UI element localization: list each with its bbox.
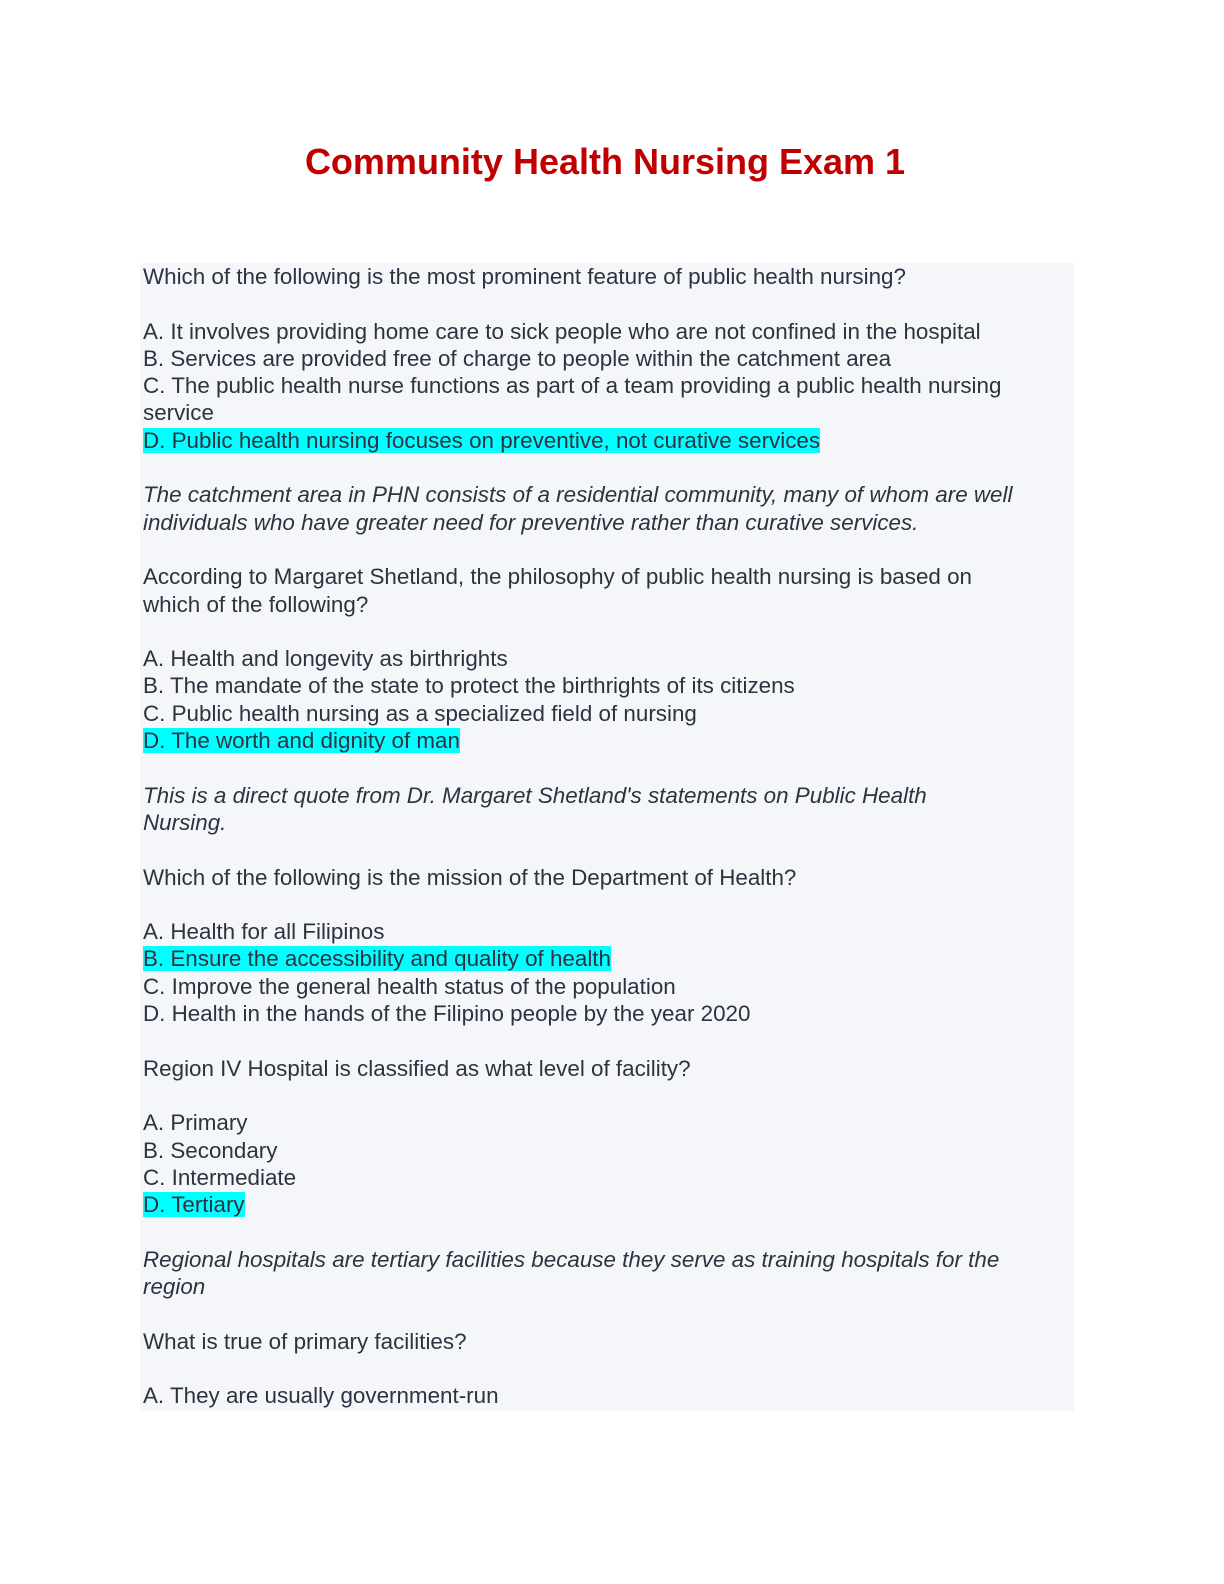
option-item: A. They are usually government-run: [143, 1383, 499, 1409]
page-title: Community Health Nursing Exam 1: [304, 141, 906, 182]
spacer: [143, 754, 1074, 781]
spacer: [143, 454, 1074, 481]
option-item: A. Health and longevity as birthrights: [143, 646, 508, 672]
question-text: What is true of primary facilities?: [143, 1328, 467, 1354]
option-item: A. Health for all Filipinos: [143, 919, 385, 945]
spacer: [143, 1355, 1074, 1382]
spacer: [143, 536, 1074, 563]
answer-explanation: The catchment area in PHN consists of a residential community, many of whom are well individuals who have greater need for preventive rather than curative services.: [143, 482, 1013, 535]
spacer: [143, 290, 1074, 317]
spacer: [143, 1300, 1074, 1327]
question-text: According to Margaret Shetland, the philosophy of public health nursing is based on which of the following?: [143, 564, 972, 617]
option-item: B. Secondary: [143, 1137, 278, 1163]
option-item: B. Services are provided free of charge to people within the catchment area: [143, 345, 892, 371]
option-item: D. Health in the hands of the Filipino people by the year 2020: [143, 1001, 751, 1027]
answer-explanation: Regional hospitals are tertiary facilities because they serve as training hospitals for the region: [143, 1246, 1000, 1299]
correct-answer-highlight: D. Tertiary: [143, 1192, 245, 1218]
spacer: [143, 891, 1074, 918]
answer-explanation: This is a direct quote from Dr. Margaret Shetland's statements on Public Health Nursing.: [143, 782, 927, 835]
spacer: [143, 1218, 1074, 1245]
option-item: B. The mandate of the state to protect the birthrights of its citizens: [143, 673, 795, 699]
spacer: [143, 1082, 1074, 1109]
spacer: [143, 1027, 1074, 1054]
option-item: C. Improve the general health status of the population: [143, 973, 676, 999]
option-item: C. Public health nursing as a specialized field of nursing: [143, 700, 697, 726]
correct-answer-highlight: B. Ensure the accessibility and quality of health: [143, 946, 611, 972]
question-text: Region IV Hospital is classified as what level of facility?: [143, 1055, 691, 1081]
option-item: A. Primary: [143, 1110, 248, 1136]
correct-answer-highlight: D. Public health nursing focuses on preventive, not curative services: [143, 427, 821, 453]
option-item: C. Intermediate: [143, 1164, 297, 1190]
spacer: [143, 836, 1074, 863]
option-item: A. It involves providing home care to sick people who are not confined in the hospital: [143, 318, 981, 344]
spacer: [143, 618, 1074, 645]
question-text: Which of the following is the most prominent feature of public health nursing?: [143, 264, 906, 289]
option-item: C. The public health nurse functions as part of a team providing a public health nursing service: [143, 373, 1002, 426]
question-text: Which of the following is the mission of the Department of Health?: [143, 864, 797, 890]
correct-answer-highlight: D. The worth and dignity of man: [143, 728, 460, 754]
question-panel: [140, 263, 1074, 1411]
